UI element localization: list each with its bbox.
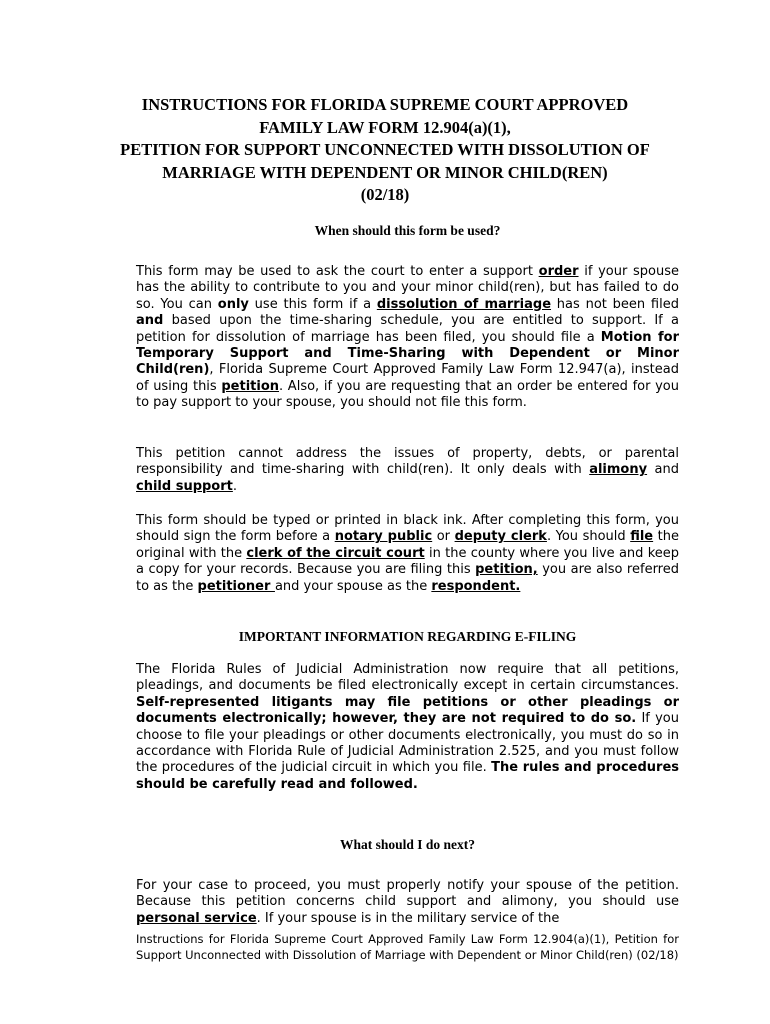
text-run: This petition cannot address the issues of property, debts, or parental responsibility and time-sharing with child(ren). It only deals with <box>136 446 679 478</box>
title-line: FAMILY LAW FORM 12.904(a)(1), <box>259 117 511 137</box>
glossary-term-child-support: child support <box>136 478 233 494</box>
text-run: or <box>432 529 455 545</box>
glossary-term-respondent: respondent. <box>431 578 521 594</box>
title-line: INSTRUCTIONS FOR FLORIDA SUPREME COURT APPROVED <box>141 95 629 114</box>
text-run: , Florida Supreme Court Approved Family Law Form 12.947(a), instead of using this <box>136 362 679 394</box>
document-title <box>60 94 710 207</box>
text-run: based upon the time-sharing schedule, you are entitled to support. If a petition for dissolution of marriage has been filed, you should file a <box>136 313 679 345</box>
glossary-term-order: order <box>538 264 579 279</box>
section-heading-e-filing: IMPORTANT INFORMATION REGARDING E-FILING <box>238 629 577 644</box>
text-run: . You should <box>546 529 631 545</box>
emphasis-rules-procedures: The rules and procedures should be carefully read and followed. <box>136 760 679 792</box>
paragraph-e-filing <box>136 662 679 793</box>
paragraph-scope <box>136 446 679 495</box>
glossary-term-deputy-clerk: deputy clerk <box>454 529 547 545</box>
text-run: use this form if a <box>248 296 377 312</box>
section-heading-next-steps: What should I do next? <box>339 837 476 852</box>
glossary-term-dissolution-of-marriage: dissolution of marriage <box>376 296 552 312</box>
glossary-term-file: file <box>630 529 654 545</box>
emphasis-motion-name: Motion for Temporary Support and Time-Sharing with Dependent or Minor Child(ren) <box>136 329 679 378</box>
glossary-term-notary-public: notary public <box>334 529 433 545</box>
emphasis-only: only <box>217 296 249 312</box>
title-line: (02/18) <box>360 185 410 204</box>
text-run: This form may be used to ask the court to enter a support <box>136 264 539 279</box>
text-run: . Also, if you are requesting that an order be entered for you to pay support to your spouse, you should not file this form. <box>136 378 680 411</box>
paragraph-filing <box>136 513 679 595</box>
text-run: in the county where you live and keep a copy for your records. Because you are filing this <box>136 545 680 578</box>
text-run: For your case to proceed, you must properly notify your spouse of the petition. Because this petition concerns child support and alimony, you should use <box>136 878 679 910</box>
text-run: you are also referred to as the <box>136 562 679 594</box>
paragraph-when-used <box>136 264 679 412</box>
emphasis-self-represented: Self-represented litigants may file petitions or other pleadings or documents electronically; however, they are not required to do so. <box>136 694 679 727</box>
text-run: the original with the <box>136 529 680 561</box>
title-line: PETITION FOR SUPPORT UNCONNECTED WITH DISSOLUTION OF <box>120 140 650 159</box>
text-run: and your spouse as the <box>274 578 432 594</box>
glossary-term-personal-service: personal service <box>136 910 257 926</box>
glossary-term-clerk-of-circuit-court: clerk of the circuit court <box>246 545 425 561</box>
text-run: The Florida Rules of Judicial Administration now require that all petitions, pleadings, and documents be filed electronically except in certain circumstances. <box>136 662 679 694</box>
page-footer: Instructions for Florida Supreme Court Approved Family Law Form 12.904(a)(1), Petition for Support Unconnected with Dissolution of Marriage with Dependent or Minor Child(ren) (02/18) <box>136 932 679 962</box>
text-run: If you choose to file your pleadings or other documents electronically, you must do so in accordance with Florida Rule of Judicial Administration 2.525, and you must follow the procedures of the judicial circuit in which you file. <box>136 711 680 776</box>
text-run: and <box>647 462 679 478</box>
text-run: . <box>232 478 238 494</box>
section-heading-when-used: When should this form be used? <box>314 223 501 238</box>
emphasis-and: and <box>136 313 164 329</box>
title-line: MARRIAGE WITH DEPENDENT OR MINOR CHILD(REN) <box>162 162 608 182</box>
text-run: This form should be typed or printed in black ink. After completing this form, you should sign the form before a <box>136 513 679 545</box>
text-run: has not been filed <box>551 296 679 312</box>
glossary-term-alimony: alimony <box>589 462 648 478</box>
glossary-term-petition: petition, <box>475 562 538 578</box>
text-run: . If your spouse is in the military service of the <box>256 910 560 926</box>
glossary-term-petition: petition <box>221 378 280 394</box>
paragraph-next-steps <box>136 878 679 927</box>
text-run: if your spouse has the ability to contribute to you and your minor child(ren), but has failed to do so. You can <box>136 264 679 312</box>
glossary-term-petitioner: petitioner <box>197 578 275 594</box>
